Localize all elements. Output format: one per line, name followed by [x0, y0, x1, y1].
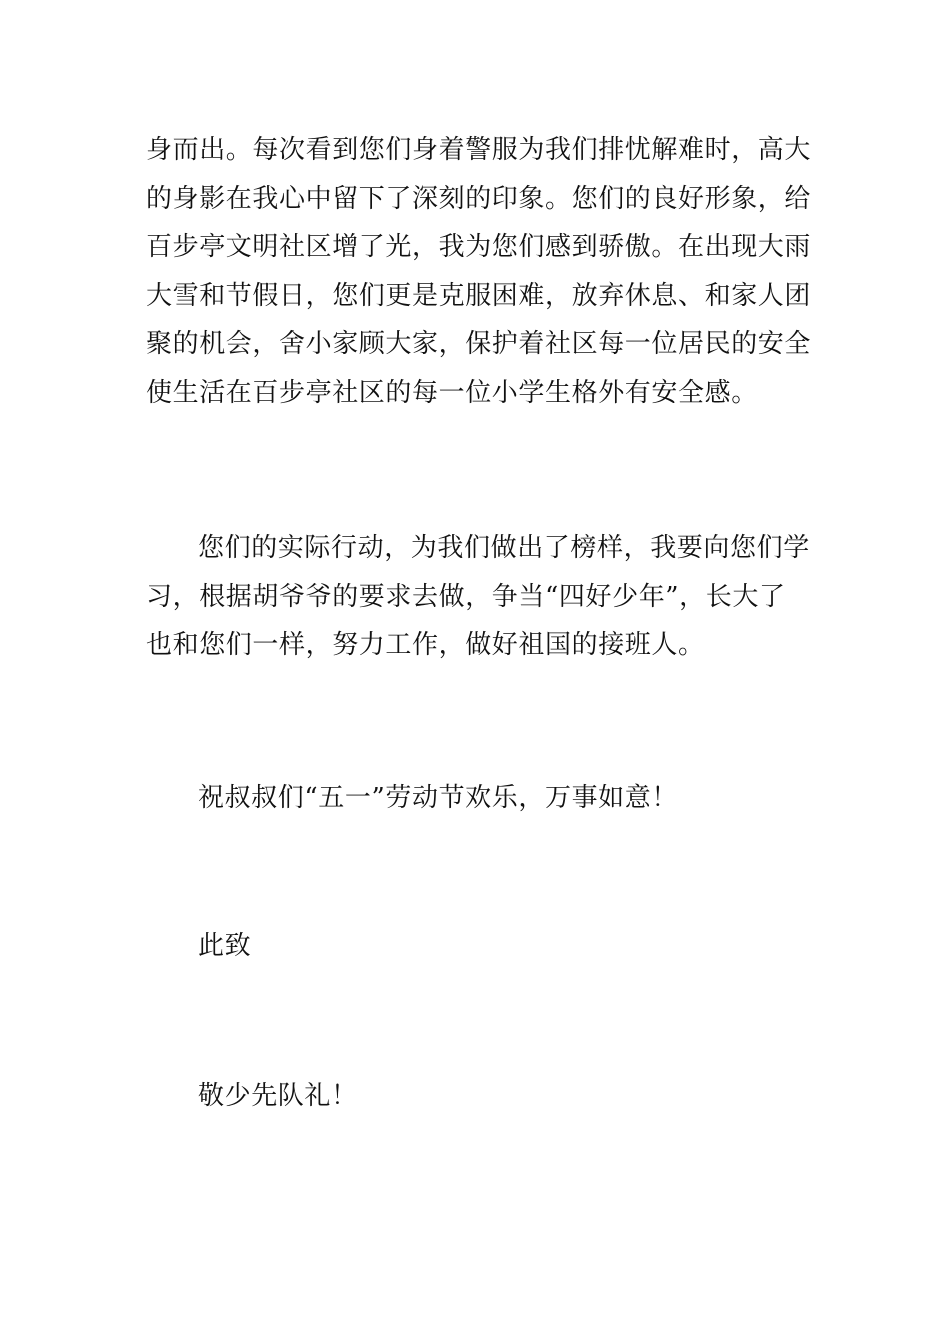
greeting-text: 祝叔叔们“五一”劳动节欢乐，万事如意！	[198, 783, 678, 813]
salute-text: 敬少先队礼！	[198, 1081, 358, 1111]
paragraph-line: 使生活在百步亭社区的每一位小学生格外有安全感。	[146, 377, 758, 408]
paragraph-body-1	[146, 126, 812, 417]
closing-text: 此致	[198, 931, 252, 961]
paragraph-line: 大雪和节假日，您们更是克服困难，放弃休息、和家人团	[146, 280, 812, 311]
paragraph-line: 的身影在我心中留下了深刻的印象。您们的良好形象，给	[146, 183, 812, 214]
paragraph-line: 聚的机会，舍小家顾大家，保护着社区每一位居民的安全	[146, 329, 812, 359]
paragraph-line: 身而出。每次看到您们身着警服为我们排忧解难时，高大	[146, 135, 812, 165]
paragraph-line: 百步亭文明社区增了光，我为您们感到骄傲。在出现大雨	[146, 232, 812, 262]
salute-line	[146, 1072, 806, 1121]
paragraph-line: 习，根据胡爷爷的要求去做，争当“四好少年”，长大了	[146, 581, 786, 612]
paragraph-line: 您们的实际行动，为我们做出了榜样，我要向您们学	[198, 533, 810, 563]
closing-line	[146, 922, 806, 971]
paragraph-line: 也和您们一样，努力工作，做好祖国的接班人。	[146, 630, 705, 660]
greeting-line	[146, 774, 806, 823]
paragraph-body-2	[146, 524, 810, 670]
